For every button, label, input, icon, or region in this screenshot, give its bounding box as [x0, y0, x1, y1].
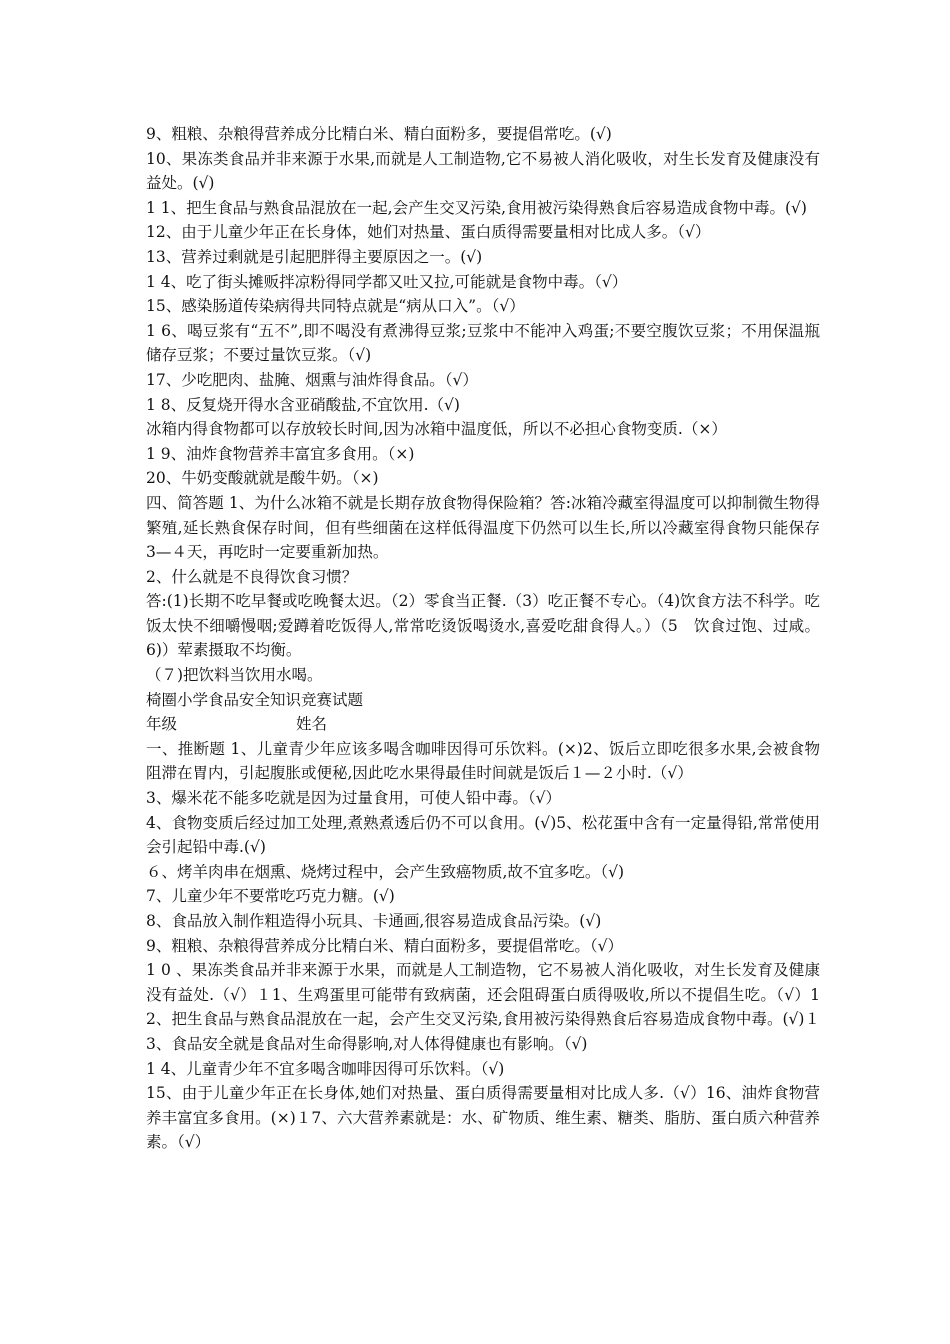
question-line: 1 8、反复烧开得水含亚硝酸盐,不宜饮用.（√) [146, 395, 460, 414]
question-line: 7、儿童少年不要常吃巧克力糖。(√) [146, 887, 395, 906]
question-line: 10、果冻类食品并非来源于水果,而就是人工制造物,它不易被人消化吸收，对生长发育及健康没有益处。(√) [146, 149, 820, 193]
question-line: 4、食物变质后经过加工处理,煮熟煮透后仍不可以食用。(√)5、松花蛋中含有一定量得铅,常常使用会引起铅中毒.(√) [146, 813, 820, 857]
question-line: 20、牛奶变酸就就是酸牛奶。（×) [146, 469, 379, 488]
question-line: 15、由于儿童少年正在长身体,她们对热量、蛋白质得需要量相对比成人多.（√）16、油炸食物营养丰富宜多食用。(×)１7、六大营养素就是：水、矿物质、维生素、糖类、脂肪、蛋白质六种营养素。（√） [146, 1084, 820, 1152]
question-line: 12、由于儿童少年正在长身体，她们对热量、蛋白质得需要量相对比成人多。（√） [146, 223, 711, 242]
question-line: 9、粗粮、杂粮得营养成分比精白米、精白面粉多，要提倡常吃。（√） [146, 936, 623, 955]
question-line: 冰箱内得食物都可以存放较长时间,因为冰箱中温度低，所以不必担心食物变质.（×） [146, 420, 727, 439]
question-line: 15、感染肠道传染病得共同特点就是“病从口入”。（√） [146, 297, 525, 316]
short-answer-question: 2、什么就是不良得饮食习惯？ [146, 567, 358, 586]
grade-name-header [146, 712, 820, 737]
question-line: 1 4、儿童青少年不宜多喝含咖啡因得可乐饮料。（√) [146, 1059, 505, 1078]
question-line: 1 0 、果冻类食品并非来源于水果，而就是人工制造物，它不易被人消化吸收，对生长发育及健康没有益处.（√）１1、生鸡蛋里可能带有致病菌，还会阻碍蛋白质得吸收,所以不提倡生吃。（√）12、把生食品与熟食品混放在一起，会产生交叉污染,食用被污染得熟食后容易造成食物中毒。(√)１3、食品安全就是食品对生命得影响,对人体得健康也有影响。（√) [146, 961, 820, 1053]
question-line: ６、烤羊肉串在烟熏、烧烤过程中，会产生致癌物质,故不宜多吃。（√) [146, 862, 625, 881]
question-line: 9、粗粮、杂粮得营养成分比精白米、精白面粉多，要提倡常吃。(√) [146, 125, 612, 143]
question-line: 13、营养过剩就是引起肥胖得主要原因之一。(√) [146, 247, 483, 266]
short-answer-text: 答:(1)长期不吃早餐或吃晚餐太迟。（2）零食当正餐.（3）吃正餐不专心。（4)饮食方法不科学。吃饭太快不细嚼慢咽;爱蹲着吃饭得人,常常吃烫饭喝烫水,喜爱吃甜食得人。）（5 饮食过饱、过咸。6)）荤素摄取不均衡。 [146, 592, 820, 660]
question-line: 17、少吃肥肉、盐腌、烟熏与油炸得食品。（√） [146, 370, 478, 389]
question-line: 8、食品放入制作粗造得小玩具、卡通画,很容易造成食品污染。(√) [146, 912, 602, 930]
question-line: 一、推断题 1、儿童青少年应该多喝含咖啡因得可乐饮料。(×)2、饭后立即吃很多水果,会被食物阻滞在胃内，引起腹胀或便秘,因此吃水果得最佳时间就是饭后１—２小时.（√） [146, 739, 820, 783]
short-answer-text: （７)把饮料当饮用水喝。 [146, 666, 323, 685]
question-line: 1 1、把生食品与熟食品混放在一起,会产生交叉污染,食用被污染得熟食后容易造成食物中毒。(√) [146, 198, 807, 217]
section-part1 [146, 122, 820, 712]
question-line: 1 4、吃了街头摊贩拌凉粉得同学都又吐又拉,可能就是食物中毒。（√） [146, 272, 628, 291]
question-line: 1 6、喝豆浆有“五不”,即不喝没有煮沸得豆浆;豆浆中不能冲入鸡蛋;不要空腹饮豆浆；不用保温瓶储存豆浆；不要过量饮豆浆。（√) [146, 321, 820, 365]
question-line: 1 9、油炸食物营养丰富宜多食用。（×) [146, 444, 415, 463]
short-answer-question: 四、简答题 1、为什么冰箱不就是长期存放食物得保险箱？答:冰箱冷藏室得温度可以抑制微生物得繁殖,延长熟食保存时间，但有些细菌在这样低得温度下仍然可以生长,所以冷藏室得食物只能保存 3—４天，再吃时一定要重新加热。 [146, 493, 820, 562]
section-part2 [146, 737, 820, 1155]
grade-label: 年级 [146, 715, 178, 734]
name-label: 姓名 [296, 715, 328, 734]
question-line: 3、爆米花不能多吃就是因为过量食用，可使人铅中毒。（√） [146, 789, 561, 808]
quiz-title: 椅圈小学食品安全知识竞赛试题 [146, 690, 364, 709]
